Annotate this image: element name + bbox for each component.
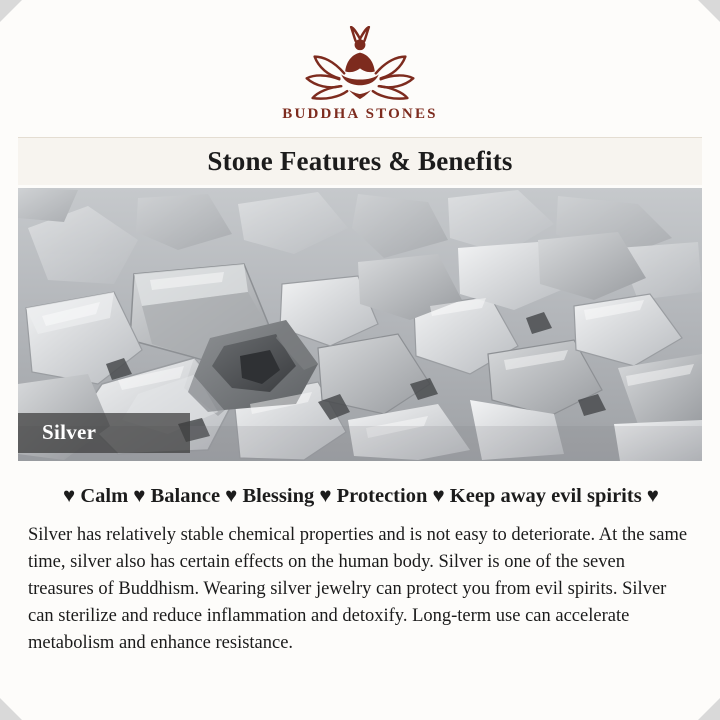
hero-image [18, 188, 702, 461]
image-caption: Silver [18, 413, 190, 453]
corner-decoration-bottom-left [0, 698, 22, 720]
section-title-bar [18, 137, 702, 185]
brand-name: BUDDHA STONES [282, 106, 438, 122]
corner-decoration-top-left [0, 0, 22, 22]
brand-header [0, 0, 720, 123]
description-panel [18, 467, 702, 667]
lotus-meditation-icon [285, 26, 435, 100]
benefit-keywords: ♥ Calm ♥ Balance ♥ Blessing ♥ Protection ♥ Keep away evil spirits ♥ [63, 485, 659, 507]
page-title: Stone Features & Benefits [207, 146, 513, 176]
description-text: Silver has relatively stable chemical properties and is not easy to deteriorate. At the same time, silver also has certain effects on the human body. Silver is one of the seven treasures of Buddhism. Wearing silver jewelry can protect you from evil spirits. Silver can sterilize and reduce inflammation and detoxify. Long-term use can accelerate metabolism and enhance resistance. [28, 525, 688, 653]
corner-decoration-bottom-right [698, 698, 720, 720]
corner-decoration-top-right [698, 0, 720, 22]
